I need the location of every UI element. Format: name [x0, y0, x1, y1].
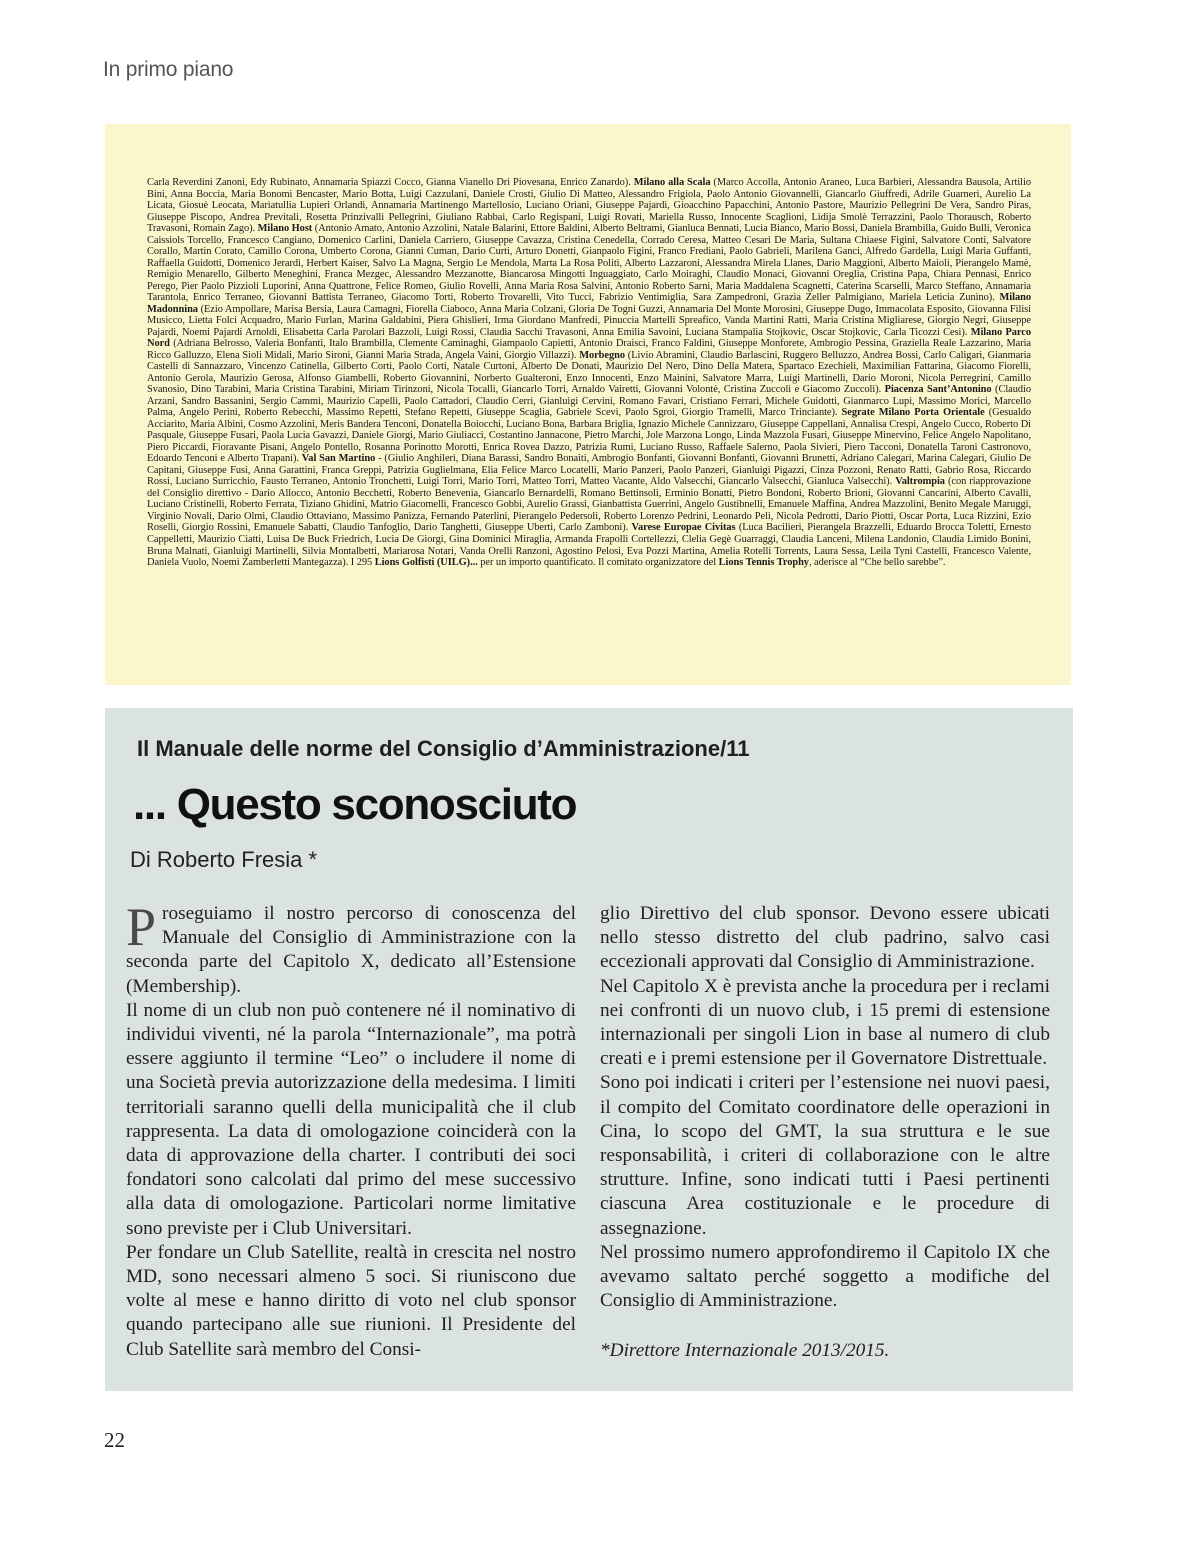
member-list-text: (con riapprovazione del Consiglio direttivo - Dario Allocco, Antonio Becchetti, Roberto Benevenia, Giancarlo Bernardelli, Romano Bettinsoli, Erminio Bonatti, Pietro Bondoni, Roberto Brioni, Giovanni Cancarini, Alberto Cavalli, Luciano Cristinelli, Roberto Ferrata, Tiziano Ghidini, Matrio Giacomelli, Francesco Gobbi, Aurelio Grassi, Gianbattista Guerrini, Angelo Gustibnelli, Emanuele Maffina, Andrea Mazzolini, Benito Megale Maruggi, Virginio Novali, Dario Olmi, Claudio Ottaviano, Massimo Panizza, Fernando Paterlini, Pierangelo Pedersoli, Roberto Lorenzo Pedrini, Leonardo Peli, Nicola Pedrotti, Dario Piotti, Oscar Porta, Luca Rizzini, Ezio Roselli, Giorgio Rossini, Emanuele Sabatti, Claudio Tanfoglio, Dario Tanghetti, Giuseppe Uberti, Carlo Zamboni). [147, 476, 1031, 534]
page-number: 22 [104, 1428, 125, 1452]
article-paragraph: Nel prossimo numero approfondiremo il Capitolo IX che avevamo saltato perché soggetto a modifiche del Consiglio di Amministrazione. [600, 1241, 1050, 1312]
member-list-text: (Ezio Ampollare, Marisa Bersia, Laura Camagni, Fiorella Ciaboco, Anna Maria Colzani, Gloria De Togni Guzzi, Annamaria Del Monte Morosini, Giuseppe Dugo, Immacolata Esposito, Giovanna Filisi Musicco, Lietta Folci Acquadro, Mario Furlan, Marina Galdabini, Piera Ghislieri, Irma Giordano Manfredi, Pinuccia Martelli Spreafico, Vanda Martini Ratti, Maria Cristina Migliarese, Giorgio Negri, Giuseppe Pajardi, Noemi Pajardi Arnoldi, Elisabetta Carla Parolari Bazzoli, Luigi Rossi, Claudia Sacchi Travasoni, Anna Emilia Savoini, Luciana Stampalia Stojkovic, Oscar Stojkovic, Carla Ticozzi Cesi). [147, 303, 1031, 338]
paragraph-text: Per fondare un Club Satellite, realtà in crescita nel nostro MD, sono necessari almeno 5 soci. Si riuniscono due volte al mese e hanno diritto di voto nel club sponsor quando partecipano alle sue riunioni. Il Presidente del Club Satellite sarà membro del Consi- [126, 1241, 576, 1360]
member-list-text: Carla Reverdini Zanoni, Edy Rubinato, Annamaria Spiazzi Cocco, Gianna Vianello Dri Piovesana, Enrico Zanardo). [147, 177, 634, 188]
donor-names-box [105, 124, 1071, 685]
article-kicker: Il Manuale delle norme del Consiglio d’Amministrazione/11 [137, 736, 750, 761]
article-headline: ... Questo sconosciuto [133, 780, 577, 829]
member-list-text: (Luca Bacilieri, Pierangela Brazzelli, Eduardo Brocca Toletti, Ernesto Cappelletti, Maurizio Ciatti, Luisa De Buck Friedrich, Lucia De Giorgi, Gina Dominici Miraglia, Armanda Frapolli Cortellezzi, Clelia Gegè Guarraggi, Claudia Lanceni, Milena Landonio, Claudia Limido Bonini, Bruna Malnati, Gianluigi Martinelli, Silvia Montalbetti, Mariarosa Notari, Vanda Orelli Ranzoni, Agostino Pelosi, Eva Pozzi Martina, Amelia Rotelli Torrents, Laura Sessa, Leila Tyni Castelli, Francesco Valente, Daniela Vuolo, Noemi Zamberletti Mantegazza). I 295 [147, 522, 1031, 569]
article-paragraph: Sono poi indicati i criteri per l’estensione nei nuovi paesi, il compito del Comitato coordinatore delle operazioni in Cina, lo scopo del GMT, la sua struttura e le sue responsabilità, i criteri di collaborazione con le altre strutture. Infine, sono indicati tutti i Paesi pertinenti ciascuna Area costituzionale e le procedure di assegnazione. [600, 1072, 1050, 1239]
member-list-text: (Livio Abramini, Claudio Barlascini, Ruggero Belluzzo, Andrea Bossi, Carlo Caligari, Gianmaria Castelli di Sannazzaro, Vincenzo Catinella, Gilberto Corti, Paolo Corti, Natale Curtoni, Alberto De Donati, Maurizio Del Nero, Dino Della Matera, Spartaco Ezechieli, Maximilian Fattarina, Giacomo Fiorelli, Antonio Gerola, Maurizio Gerosa, Alfonso Giambelli, Roberto Giovannini, Norberto Gualteroni, Enzo Innocenti, Enzo Mainini, Salvatore Marra, Luigi Martinelli, Dario Moroni, Nicola Perregrini, Camillo Svanosio, Dino Tarabini, Maria Cristina Tarabini, Miriam Tirinzoni, Nicola Tocalli, Giancarlo Torri, Arnaldo Vairetti, Giovanni Volontè, Cristina Zuccoli e Giacomo Zuccoli). [147, 349, 1031, 396]
article-column-right [600, 902, 1050, 1364]
club-name: Segrate Milano Porta Orientale [841, 407, 985, 419]
member-list-text: (Marco Accolla, Antonio Araneo, Luca Barbieri, Alessandra Bausola, Artilio Bini, Anna Boccia, Maria Bonomi Bencaster, Mario Botta, Luigi Cazzulani, Daniele Crosti, Giulio Di Matteo, Alessandro Frigiola, Paolo Antonio Giovannelli, Giancarlo Giuffredi, Adrile Guarneri, Aurelio La Licata, Giosuè Leocata, Mariatullia Lupieri Orlandi, Annamaria Martinengo Martellosio, Luciano Oriani, Giuseppe Pajardi, Gioacchino Papacchini, Antonio Pastore, Maurizio Pellegrini De Vera, Sandro Piras, Giuseppe Piscopo, Andrea Previtali, Rosetta Prinzivalli Pellegrini, Giuliano Rabbai, Carlo Regispani, Luigi Rovati, Mariella Russo, Innocente Scaglioni, Lidija Smolè Terrazzini, Paolo Thorausch, Roberto Travasoni, Romain Zago). [147, 177, 1031, 235]
article-box [105, 708, 1073, 1391]
article-byline: Di Roberto Fresia * [130, 847, 318, 872]
member-list-text: - (Giulio Anghileri, Diana Barassi, Sandro Bonaiti, Ambrogio Bonfanti, Giovanni Bonfanti, Giovanni Brunetti, Adriano Calegari, Marina Calegari, Giulio De Capitani, Giuseppe Fusi, Anna Garattini, Franca Greppi, Patrizia Guglielmana, Elia Felice Marco Locatelli, Mario Panzeri, Paolo Panzeri, Gianluigi Pigazzi, Cinza Pozzoni, Renato Ratti, Gabrio Rosa, Riccardo Rossi, Luciano Surricchio, Fausto Terraneo, Antonio Tronchetti, Luigi Torri, Mario Torri, Matteo Torri, Matteo Vacante, Aldo Valsecchi, Giancarlo Valsecchi, Gianluca Valsecchi). [147, 453, 1031, 488]
article-paragraph [126, 999, 576, 1241]
member-list-text: (Gesualdo Acciarito, Maria Albini, Cosmo Azzolini, Meris Bandera Tenconi, Donatella Boiocchi, Luciano Bona, Barbara Briglia, Ignazio Michele Cannizzaro, Giuseppe Cappellani, Annalisa Crespi, Angelo Cucco, Roberto Di Pasquale, Giuseppe Fusari, Paola Lucia Gavazzi, Daniele Giorgi, Mario Giuliacci, Costantino Jannacone, Pietro Marchi, Jole Marzona Longo, Linda Mazzola Fusari, Giuseppe Minervino, Felice Angelo Napolitano, Piero Piccardi, Fioravante Pisani, Angelo Pontello, Rosanna Porinotto Morotti, Enrica Rovea Dazzo, Patrizia Rumi, Luciano Russo, Raffaele Salerno, Paola Sivieri, Piero Tacconi, Donatella Taroni Castronovo, Edoardo Tenconi e Alberto Trapani). [147, 407, 1031, 465]
member-list-text: , aderisce al “Che bello sarebbe”. [808, 557, 946, 569]
article-paragraph: Nel Capitolo X è prevista anche la procedura per i reclami nei confronti di un nuovo club, i 15 premi di estensione internazionali per singoli Lion in base al numero di club creati e i premi estensione per il Governatore Distrettuale. [600, 975, 1050, 1070]
club-name: Milano Madonnina [147, 292, 1031, 315]
club-name: Milano Parco Nord [147, 326, 1031, 350]
article-paragraph [126, 1241, 576, 1362]
club-name: Lions Golfisti (UILG)... [374, 557, 478, 569]
member-list-text: (Antonio Amato, Antonio Azzolini, Natale Balarini, Ettore Baldini, Alberto Beltrami, Gianluca Bennati, Lucia Bianco, Mario Bossi, Daniela Brambilla, Guido Bulli, Veronica Caissiols Torcello, Francesco Cangiano, Domenico Carlini, Daniela Carriero, Giuseppe Cavazza, Cristina Cenedella, Corrado Ceresa, Matteo Cesari De Maria, Sultana Chiaese Figini, Salvatore Conti, Salvatore Corallo, Martin Corato, Camillo Corona, Umberto Corona, Gianni Cuman, Dario Curti, Arturo Donetti, Gianpaolo Figini, Franco Frediani, Paolo Gabrieli, Marilena Ganci, Alfredo Gardella, Luigi Maria Guffanti, Raffaella Guidotti, Domenico Jerardi, Herbert Kaiser, Salvo La Magna, Sergio Le Mendola, Marta La Rosa Politi, Alberto Lazzaroni, Alessandra Mirela Llanes, Dario Maggioni, Alberto Maioli, Pierangelo Mamè, Remigio Menarello, Gilberto Meneghini, Franca Mezgec, Alessandro Mezzanotte, Biancarosa Mingotti Inguaggiato, Carlo Moiraghi, Claudio Monaci, Giovanni Oreglia, Cristina Papa, Chiara Pennasi, Enrico Perego, Pier Paolo Pizzioli Luporini, Anna Quattrone, Felice Romeo, Giulio Rovelli, Anna Maria Rosa Salvini, Antonio Roberto Sarni, Maria Maddalena Scagnetti, Caterina Scarselli, Marco Steffano, Annamaria Tarantola, Enrico Terraneo, Giovanni Battista Terraneo, Giacomo Torti, Roberto Trovarelli, Vito Tucci, Fabrizio Ventimiglia, Sara Zampedroni, Grazia Zeller Palmigiano, Mariela Leticia Zunino). [147, 223, 1031, 304]
paragraph-text: roseguiamo il nostro percorso di conoscenza del Manuale del Consiglio di Amministrazione con la seconda parte del Capitolo X, dedicato all’Estensione (Membership). [126, 903, 576, 997]
club-name: Lions Tennis Trophy [718, 557, 809, 569]
member-list-text: (Claudio Arzani, Sandro Bassanini, Sergio Cammi, Maurizio Capelli, Paolo Cattadori, Claudio Cerri, Gianluigi Cervini, Romano Favari, Cristiano Ferrari, Michele Guidotti, Gianmarco Lupi, Massimo Morici, Marcello Palma, Angelo Perini, Roberto Rebecchi, Massimo Repetti, Stefano Repetti, Giuseppe Scaglia, Gabriele Scevi, Paolo Sgroi, Giorgio Tramelli, Marco Trinciante). [147, 384, 1031, 419]
club-name: Varese Europae Civitas [631, 522, 736, 534]
donor-names-text [147, 177, 1031, 569]
club-name: Piacenza Sant’Antonino [884, 384, 992, 396]
section-label: In primo piano [103, 58, 234, 81]
article-paragraph: glio Direttivo del club sponsor. Devono essere ubicati nello stesso distretto del club padrino, salvo casi eccezionali approvati dal Consiglio di Amministrazione. [600, 903, 1050, 973]
club-name: Valtrompia [895, 476, 945, 488]
drop-cap: P [126, 897, 157, 957]
club-name: Morbegno [579, 349, 625, 361]
club-name: Val San Martino [301, 453, 376, 465]
member-list-text: (Adriana Belrosso, Valeria Bonfanti, Italo Brambilla, Clemente Caminaghi, Giampaolo Capietti, Antonio Draisci, Franco Faldini, Giuseppe Monforete, Ambrogio Pessina, Graziella Reale Lazzarino, Maria Ricco Galluzzo, Elena Sioli Midali, Mario Sironi, Gianni Maria Strada, Angela Vaini, Giorgio Villazzi). [147, 338, 1031, 361]
club-name: Milano alla Scala [633, 177, 711, 188]
club-name: Milano Host [257, 223, 313, 235]
member-list-text: per un importo quantificato. Il comitato organizzatore del [477, 557, 719, 569]
paragraph-text: Il nome di un club non può contenere né il nominativo di individui viventi, né la parola “Internazionale”, ma potrà essere aggiunto il termine “Leo” o includere il nome di una Società previa autorizzazione della medesima. I limiti territoriali saranno quelli della municipalità che il club rappresenta. La data di omologazione coinciderà con la data di approvazione della charter. I contributi dei soci fondatori sono calcolati dal primo del mese successivo alla data di omologazione. Particolari norme limitative sono previste per i Club Universitari. [126, 999, 576, 1239]
author-footnote: *Direttore Internazionale 2013/2015. [600, 1340, 890, 1362]
article-paragraph [126, 897, 576, 999]
article-column-left [126, 897, 576, 1362]
